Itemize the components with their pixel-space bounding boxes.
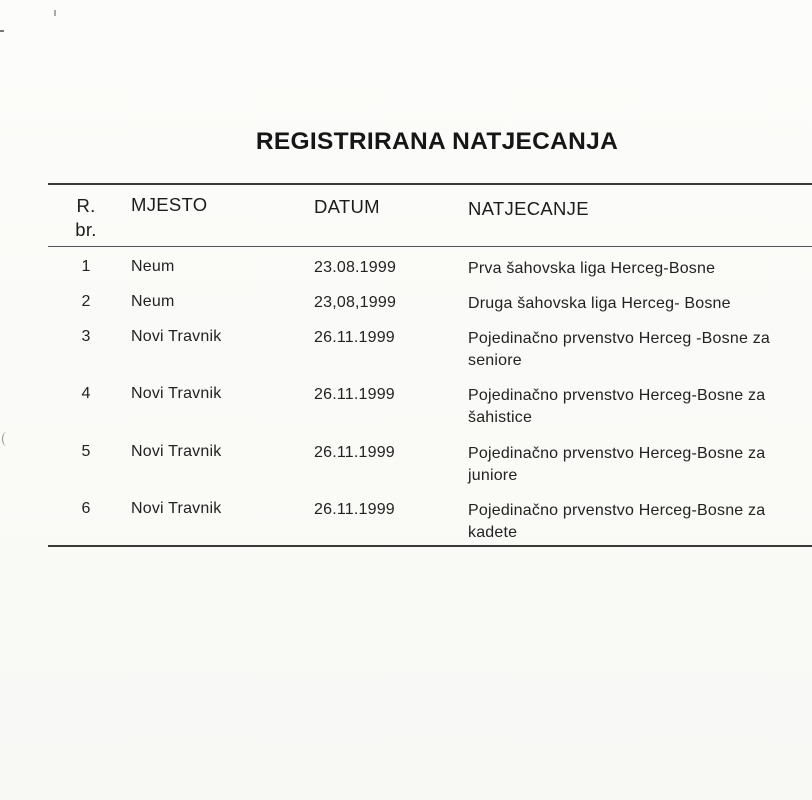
row-datum: 23.08.1999	[314, 259, 397, 276]
row-natjecanje-line1: Pojedinačno prvenstvo Herceg-Bosne za	[468, 502, 766, 519]
row-natjecanje	[468, 328, 770, 372]
row-datum: 26.11.1999	[314, 501, 395, 518]
row-natjecanje-line1: Pojedinačno prvenstvo Herceg -Bosne za	[468, 330, 770, 347]
row-mjesto: Neum	[131, 293, 175, 310]
row-number: 1	[81, 258, 91, 275]
row-datum: 26.11.1999	[314, 329, 395, 346]
document-title: REGISTRIRANA NATJECANJA	[255, 128, 619, 155]
row-number: 4	[81, 385, 91, 402]
header-datum: DATUM	[314, 196, 380, 217]
header-row-number-line2: br.	[75, 219, 97, 240]
row-natjecanje-line1: Pojedinačno prvenstvo Herceg-Bosne za	[468, 445, 766, 462]
row-natjecanje	[468, 258, 715, 280]
row-number: 2	[81, 293, 91, 310]
table-bottom-rule	[48, 545, 812, 547]
row-datum: 23,08,1999	[314, 294, 397, 311]
row-natjecanje	[468, 443, 765, 487]
row-natjecanje-line2: kadete	[468, 524, 518, 541]
row-natjecanje	[468, 385, 765, 429]
row-mjesto: Neum	[131, 258, 175, 275]
row-mjesto: Novi Travnik	[131, 385, 222, 402]
row-datum: 26.11.1999	[314, 386, 395, 403]
header-row-number	[70, 194, 102, 242]
row-natjecanje-line1: Prva šahovska liga Herceg-Bosne	[468, 260, 716, 277]
row-natjecanje-line1: Pojedinačno prvenstvo Herceg-Bosne za	[468, 387, 766, 404]
row-mjesto: Novi Travnik	[131, 500, 222, 517]
scan-speck	[54, 10, 56, 16]
header-mjesto: MJESTO	[131, 194, 208, 215]
punch-hole-mark	[2, 432, 11, 446]
header-row-number-line1: R.	[76, 195, 96, 216]
row-mjesto: Novi Travnik	[131, 443, 222, 460]
table-top-rule	[48, 183, 812, 185]
row-natjecanje-line2: šahistice	[468, 409, 533, 426]
row-number: 3	[81, 328, 91, 345]
row-number: 5	[81, 443, 91, 460]
header-natjecanje: NATJECANJE	[468, 198, 589, 219]
row-natjecanje-line1: Druga šahovska liga Herceg- Bosne	[468, 295, 731, 312]
row-number: 6	[81, 500, 91, 517]
row-natjecanje	[468, 293, 731, 315]
row-natjecanje-line2: juniore	[468, 467, 518, 484]
row-natjecanje-line2: seniore	[468, 352, 522, 369]
row-natjecanje	[468, 500, 765, 544]
row-datum: 26.11.1999	[314, 444, 395, 461]
table-header-rule	[48, 246, 812, 247]
row-mjesto: Novi Travnik	[131, 328, 222, 345]
scan-speck	[0, 30, 4, 32]
